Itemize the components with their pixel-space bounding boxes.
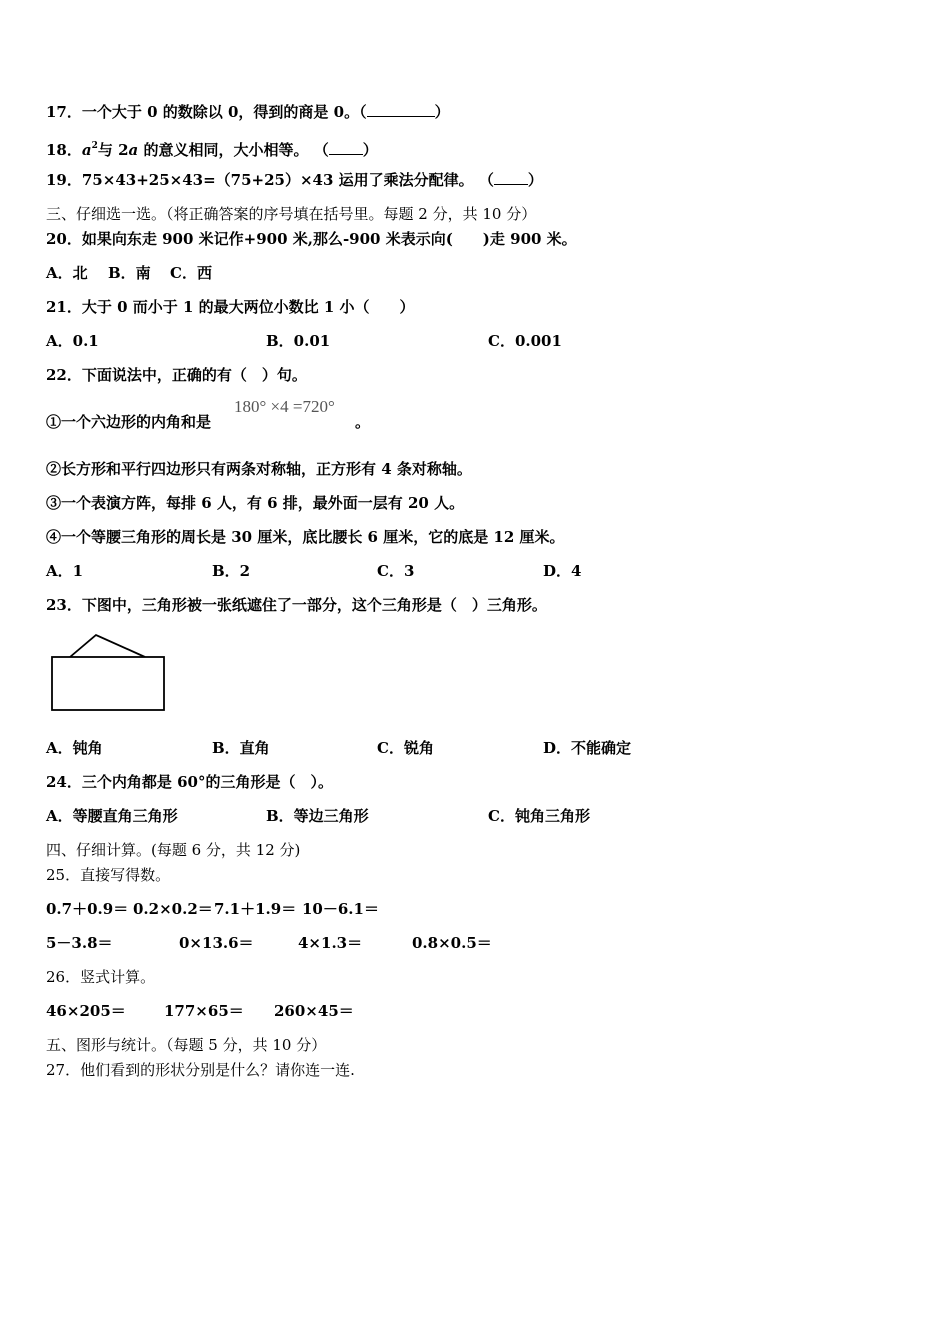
question-18: 18．$a^2$与 2a 的意义相同，大小相等。 （ ） bbox=[46, 141, 378, 159]
answer-blank[interactable] bbox=[329, 142, 363, 155]
triangle-paper-diagram bbox=[48, 630, 173, 715]
calc-item: 10－6.1＝ bbox=[302, 900, 379, 918]
question-23: 23．下图中，三角形被一张纸遮住了一部分，这个三角形是（ ）三角形。 bbox=[46, 596, 547, 614]
question-17: 17．一个大于 0 的数除以 0，得到的商是 0。（ ） bbox=[46, 103, 450, 121]
question-19: 19．75×43+25×43=（75+25）×43 运用了乘法分配律。 （ ） bbox=[46, 171, 543, 189]
question-26: 26．竖式计算。 bbox=[46, 968, 156, 986]
calc-item: 5－3.8＝ bbox=[46, 934, 113, 952]
q24-option-b[interactable]: B．等边三角形 bbox=[266, 807, 369, 825]
q22-statement-3: ③一个表演方阵，每排 6 人，有 6 排，最外面一层有 20 人。 bbox=[46, 494, 465, 512]
q22-option-c[interactable]: C．3 bbox=[377, 562, 415, 580]
calc-item: 260×45＝ bbox=[274, 1002, 354, 1020]
calc-item: 0.2×0.2＝ bbox=[133, 900, 213, 918]
q22-option-a[interactable]: A．1 bbox=[46, 562, 84, 580]
section-4-heading: 四、仔细计算。(每题 6 分，共 12 分) bbox=[46, 841, 301, 859]
question-27: 27．他们看到的形状分别是什么？请你连一连. bbox=[46, 1061, 355, 1079]
q21-option-c[interactable]: C．0.001 bbox=[488, 332, 562, 350]
question-21: 21．大于 0 而小于 1 的最大两位小数比 1 小（ ） bbox=[46, 298, 415, 316]
question-20: 20．如果向东走 900 米记作+900 米,那么-900 米表示向( )走 900 米。 bbox=[46, 230, 577, 248]
question-24: 24．三个内角都是 60°的三角形是（ ）。 bbox=[46, 773, 333, 791]
q22-statement-4: ④一个等腰三角形的周长是 30 厘米，底比腰长 6 厘米，它的底是 12 厘米。 bbox=[46, 528, 565, 546]
calc-item: 0.8×0.5＝ bbox=[412, 934, 492, 952]
q22-option-b[interactable]: B．2 bbox=[212, 562, 251, 580]
calc-item: 0.7＋0.9＝ bbox=[46, 900, 129, 918]
q23-option-c[interactable]: C．锐角 bbox=[377, 739, 434, 757]
q23-option-d[interactable]: D．不能确定 bbox=[543, 739, 632, 757]
q22-statement-1: ①一个六边形的内角和是 bbox=[46, 413, 212, 431]
section-3-heading: 三、仔细选一选。（将正确答案的序号填在括号里。每题 2 分，共 10 分） bbox=[46, 205, 537, 223]
q22-statement-1-end: 。 bbox=[355, 413, 371, 431]
calc-item: 177×65＝ bbox=[164, 1002, 244, 1020]
q21-option-a[interactable]: A．0.1 bbox=[46, 332, 99, 350]
q24-option-a[interactable]: A．等腰直角三角形 bbox=[46, 807, 178, 825]
calc-item: 4×1.3＝ bbox=[298, 934, 363, 952]
covered-triangle-figure bbox=[48, 630, 173, 719]
q22-option-d[interactable]: D．4 bbox=[543, 562, 582, 580]
q22-statement-2: ②长方形和平行四边形只有两条对称轴，正方形有 4 条对称轴。 bbox=[46, 460, 472, 478]
answer-blank[interactable] bbox=[494, 172, 528, 185]
q21-option-b[interactable]: B．0.01 bbox=[266, 332, 331, 350]
q23-option-b[interactable]: B．直角 bbox=[212, 739, 270, 757]
calc-item: 7.1＋1.9＝ bbox=[214, 900, 297, 918]
q20-option-c[interactable]: C．西 bbox=[170, 264, 212, 282]
q24-option-c[interactable]: C．钝角三角形 bbox=[488, 807, 590, 825]
question-25: 25．直接写得数。 bbox=[46, 866, 171, 884]
calc-item: 0×13.6＝ bbox=[179, 934, 254, 952]
question-22: 22．下面说法中，正确的有（ ）句。 bbox=[46, 366, 307, 384]
q22-formula: 180° ×4 =720° bbox=[234, 397, 335, 416]
answer-blank[interactable] bbox=[367, 104, 435, 117]
q23-option-a[interactable]: A．钝角 bbox=[46, 739, 103, 757]
q20-option-b[interactable]: B．南 bbox=[108, 264, 151, 282]
section-5-heading: 五、图形与统计。（每题 5 分，共 10 分） bbox=[46, 1036, 327, 1054]
calc-item: 46×205＝ bbox=[46, 1002, 126, 1020]
q20-option-a[interactable]: A．北 bbox=[46, 264, 88, 282]
